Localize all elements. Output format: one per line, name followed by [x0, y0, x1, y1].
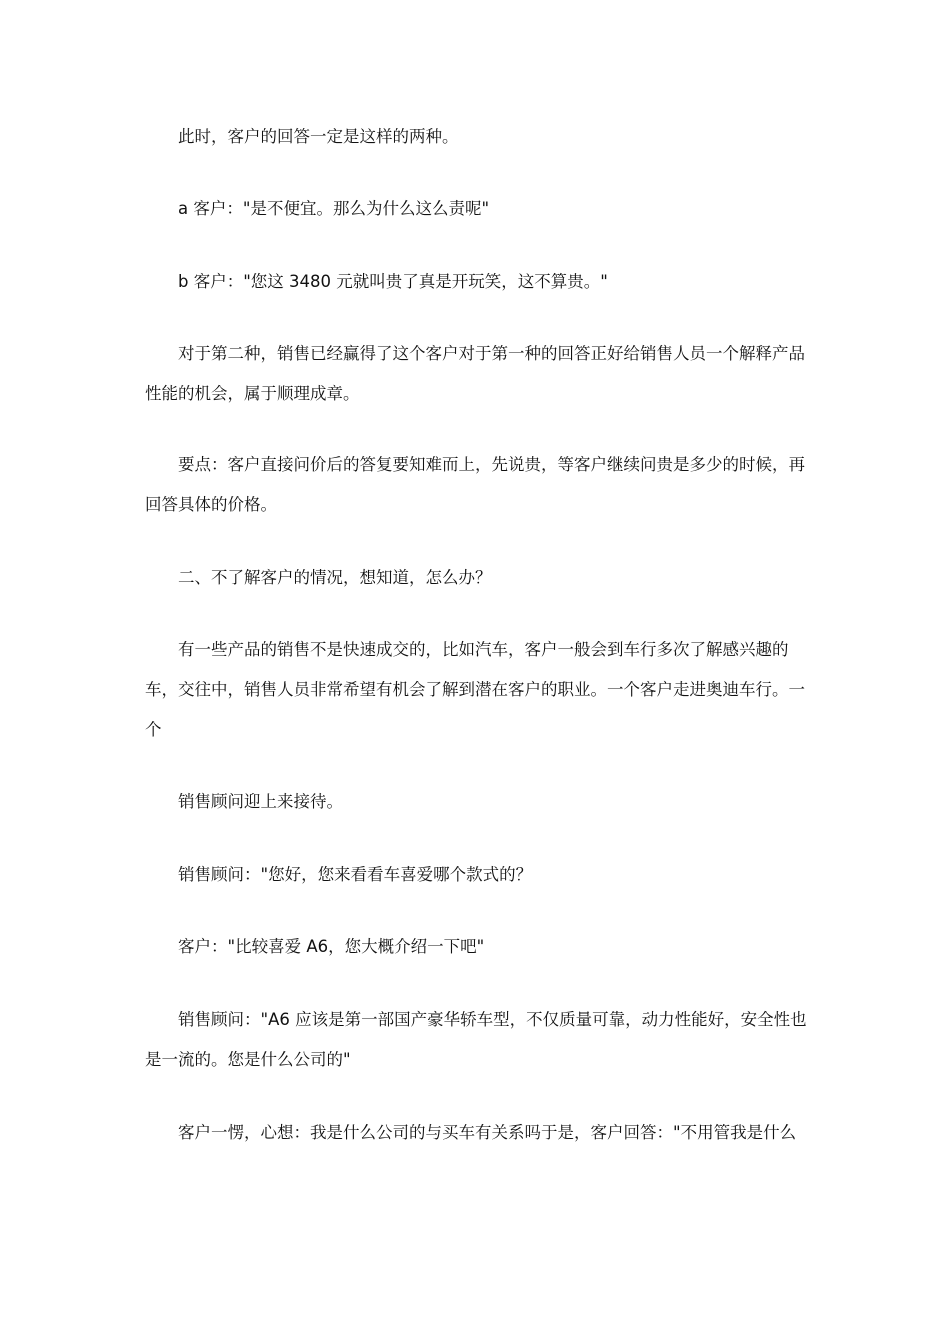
paragraph: b 客户："您这 3480 元就叫贵了真是开玩笑，这不算贵。"	[178, 272, 608, 291]
paragraph: 对于第二种，销售已经赢得了这个客户对于第一种的回答正好给销售人员一个解释产品性能的机会，属于顺理成章。	[145, 344, 805, 403]
paragraph: a 客户："是不便宜。那么为什么这么责呢"	[178, 199, 490, 218]
paragraph: 客户："比较喜爱 A6，您大概介绍一下吧"	[178, 937, 485, 956]
paragraph: 销售顾问："您好，您来看看车喜爱哪个款式的？	[178, 865, 533, 884]
paragraph: 销售顾问："A6 应该是第一部国产豪华轿车型，不仅质量可靠，动力性能好，安全性也是一流的。您是什么公司的"	[145, 1010, 807, 1069]
section-heading: 二、不了解客户的情况，想知道，怎么办？	[178, 568, 492, 587]
paragraph: 要点：客户直接问价后的答复要知难而上，先说贵，等客户继续问贵是多少的时候，再回答具体的价格。	[145, 455, 805, 514]
paragraph: 客户一愣，心想：我是什么公司的与买车有关系吗于是，客户回答："不用管我是什么	[178, 1123, 797, 1142]
paragraph: 销售顾问迎上来接待。	[178, 792, 343, 811]
paragraph: 此时，客户的回答一定是这样的两种。	[178, 127, 459, 146]
paragraph: 有一些产品的销售不是快速成交的，比如汽车，客户一般会到车行多次了解感兴趣的车，交往中，销售人员非常希望有机会了解到潜在客户的职业。一个客户走进奥迪车行。一个	[145, 640, 805, 739]
